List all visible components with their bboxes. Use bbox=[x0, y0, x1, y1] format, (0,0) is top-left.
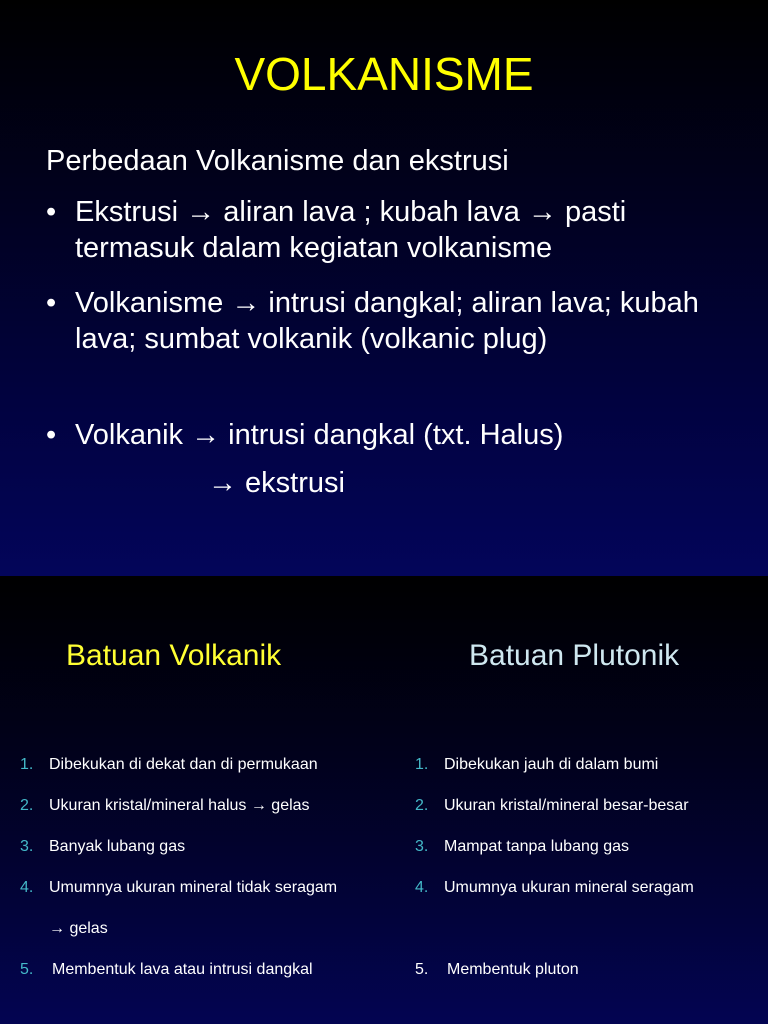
list-item-continuation bbox=[20, 908, 410, 949]
list-item bbox=[415, 949, 765, 990]
slide-title: VOLKANISME bbox=[234, 48, 534, 100]
intro-line: Perbedaan Volkanisme dan ekstrusi bbox=[46, 145, 509, 177]
bullet-continuation: → ekstrusi bbox=[208, 467, 345, 499]
item-text: Ukuran kristal/mineral besar-besar bbox=[444, 797, 689, 814]
item-number: 4. bbox=[415, 879, 429, 896]
list-item bbox=[415, 826, 765, 867]
bullet-dot: • bbox=[46, 287, 57, 319]
bullet-text: Volkanisme → intrusi dangkal; aliran lava; kubah lava; sumbat volkanik (volkanic plug) bbox=[75, 287, 699, 355]
item-text: Membentuk pluton bbox=[447, 961, 579, 978]
list-item bbox=[20, 867, 410, 908]
list-item bbox=[415, 867, 765, 908]
item-text: Dibekukan jauh di dalam bumi bbox=[444, 756, 659, 773]
bullet-text: Volkanik → intrusi dangkal (txt. Halus) bbox=[75, 419, 564, 451]
item-text: Membentuk lava atau intrusi dangkal bbox=[52, 961, 313, 978]
item-number: 5. bbox=[20, 961, 34, 978]
item-number: 3. bbox=[20, 838, 34, 855]
item-text: → gelas bbox=[49, 920, 108, 937]
item-number: 1. bbox=[20, 756, 34, 773]
item-text: Umumnya ukuran mineral tidak seragam bbox=[49, 879, 338, 896]
item-text: Umumnya ukuran mineral seragam bbox=[444, 879, 694, 896]
list-item bbox=[20, 949, 410, 990]
slide-comparison bbox=[0, 576, 768, 1024]
item-number: 3. bbox=[415, 838, 429, 855]
bullet-ekstrusi bbox=[46, 194, 736, 266]
item-number: 1. bbox=[415, 756, 429, 773]
list-item bbox=[415, 785, 765, 826]
item-number: 2. bbox=[415, 797, 429, 814]
heading-batuan-volkanik: Batuan Volkanik bbox=[66, 639, 282, 672]
list-item-spacer bbox=[415, 908, 765, 949]
bullet-dot: • bbox=[46, 419, 57, 451]
item-text: Banyak lubang gas bbox=[49, 838, 186, 855]
item-text bbox=[444, 908, 448, 949]
list-item bbox=[20, 785, 410, 826]
bullet-text: Ekstrusi → aliran lava ; kubah lava → pasti termasuk dalam kegiatan volkanisme bbox=[75, 196, 627, 264]
bullet-dot: • bbox=[46, 196, 57, 228]
bullet-volkanisme bbox=[46, 285, 736, 357]
item-number: 2. bbox=[20, 797, 34, 814]
bullet-volkanik bbox=[46, 417, 736, 453]
plutonik-list bbox=[415, 744, 765, 990]
item-text: Ukuran kristal/mineral halus → gelas bbox=[49, 797, 310, 814]
list-item bbox=[20, 826, 410, 867]
item-text: Mampat tanpa lubang gas bbox=[444, 838, 630, 855]
item-number: 4. bbox=[20, 879, 34, 896]
item-text: Dibekukan di dekat dan di permukaan bbox=[49, 756, 318, 773]
item-number: 5. bbox=[415, 961, 429, 978]
list-item bbox=[415, 744, 765, 785]
heading-batuan-plutonik: Batuan Plutonik bbox=[469, 639, 680, 672]
list-item bbox=[20, 744, 410, 785]
volkanik-list bbox=[20, 744, 410, 990]
